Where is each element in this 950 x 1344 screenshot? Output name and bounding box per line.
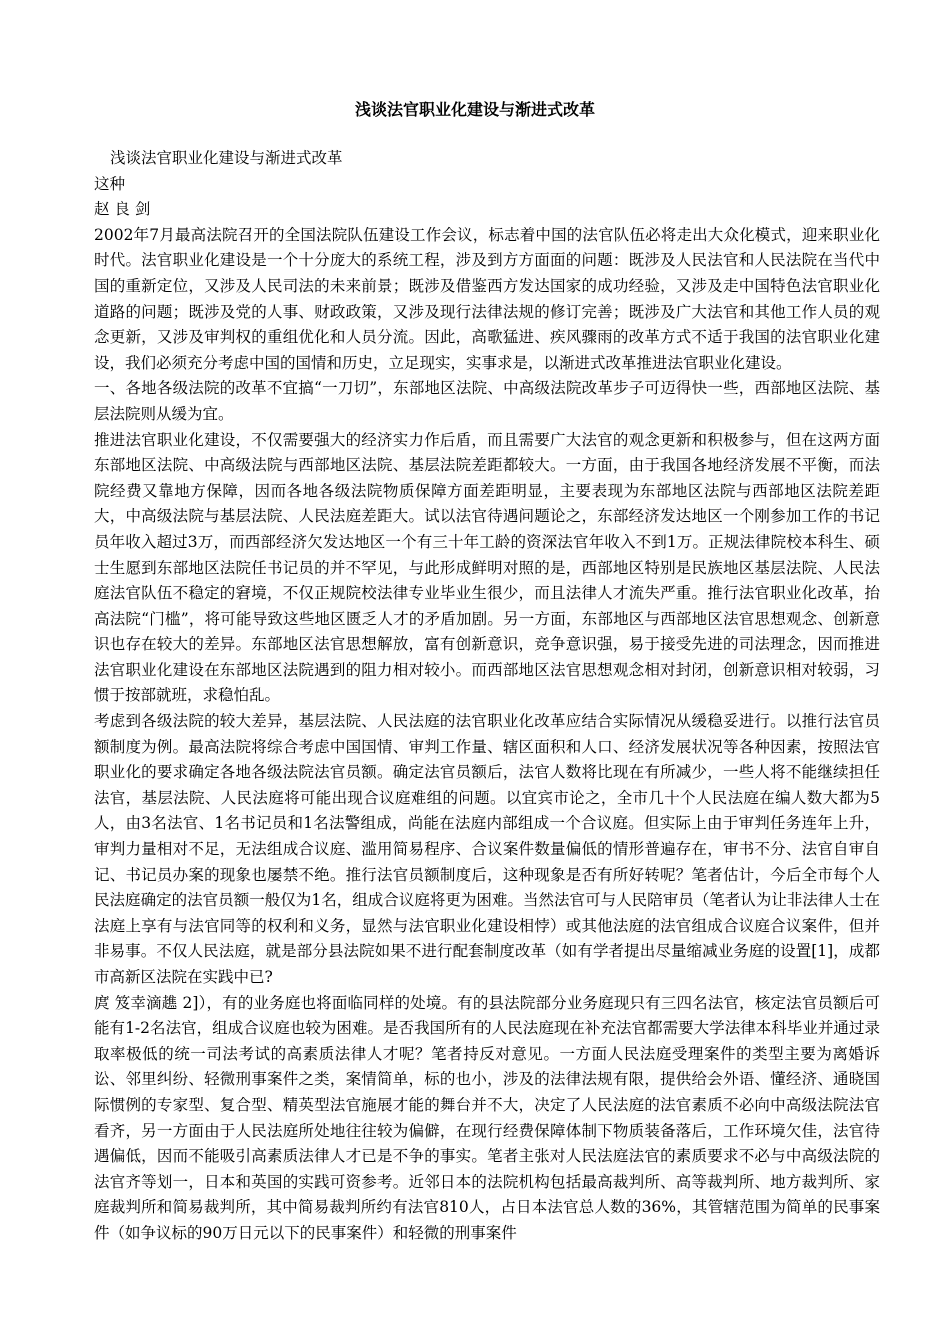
author-name: 赵 良 剑 <box>94 200 151 219</box>
paragraph-intro: 2002年7月最高法院召开的全国法院队伍建设工作会议，标志着中国的法官队伍必将走出大众化模式，迎来职业化时代。法官职业化建设是一个十分庞大的系统工程，涉及到方方面面的问题：既涉及人民法官和人民法院在当代中国的重新定位，又涉及人民司法的未来前景；既涉及借鉴西方发达国家的成功经验，又涉及走中国特色法官职业化道路的问题；既涉及党的人事、财政政策，又涉及现行法律法规的修订完善；既涉及广大法官和其他工作人员的观念更新，又涉及审判权的重组优化和人员分流。因此，高歌猛进、疾风骤雨的改革方式不适于我国的法官职业化建设，我们必须充分考虑中国的国情和历史，立足现实，实事求是，以渐进式改革推进法官职业化建设。 <box>94 225 880 372</box>
paragraph-people-courts: 庹 笈幸滴趭 2]），有的业务庭也将面临同样的处境。有的县法院部分业务庭现只有三四名法官，核定法官员额后可能有1-2名法官，组成合议庭也较为困难。是否我国所有的人民法庭现在补充法官都需要大学法律本科毕业并通过录取率极低的统一司法考试的高素质法律人才呢？笔者持反对意见。一方面人民法庭受理案件的类型主要为离婚诉讼、邻里纠纷、轻微刑事案件之类，案情简单，标的也小，涉及的法律法规有限，提供给会外语、懂经济、通晓国际惯例的专家型、复合型、精英型法官施展才能的舞台并不大，决定了人民法庭的法官素质不必向中高级法院法官看齐，另一方面由于人民法庭所处地往往较为偏僻，在现行经费保障体制下物质装备落后，工作环境欠佳，法官待遇偏低，因而不能吸引高素质法律人才已是不争的事实。笔者主张对人民法庭法官的素质要求不必与中高级法院的法官齐等划一，日本和英国的实践可资参考。近邻日本的法院机构包括最高裁判所、高等裁判所、地方裁判所、家庭裁判所和简易裁判所，其中简易裁判所约有法官810人，占日本法官总人数的36%，其管辖范围为简单的民事案件（如争议标的90万日元以下的民事案件）和轻微的刑事案件 <box>94 993 880 1242</box>
paragraph-stray-text: 这种 <box>94 174 126 193</box>
document-title: 浅谈法官职业化建设与渐进式改革 <box>354 100 595 119</box>
document-subtitle: 浅谈法官职业化建设与渐进式改革 <box>110 149 343 167</box>
paragraph-economic-gap: 推进法官职业化建设，不仅需要强大的经济实力作后盾，而且需要广大法官的观念更新和积极参与，但在这两方面东部地区法院、中高级法院与西部地区法院、基层法院差距都较大。一方面，由于我国各地经济发展不平衡，而法院经费又靠地方保障，因而各地各级法院物质保障方面差距明显，主要表现为东部地区法院与西部地区法院差距大，中高级法院与基层法院、人民法庭差距大。试以法官待遇问题论之，东部经济发达地区一个刚参加工作的书记员年收入超过3万，而西部经济欠发达地区一个有三十年工龄的资深法官年收入不到1万。正规法律院校本科生、硕士生愿到东部地区法院任书记员的并不罕见，与此形成鲜明对照的是，西部地区特别是民族地区基层法院、人民法庭法官队伍不稳定的窘境，不仅正规院校法律专业毕业生很少，而且法律人才流失严重。推行法官职业化改革，抬高法院“门槛”，将可能导致这些地区匮乏人才的矛盾加剧。另一方面，东部地区与西部地区法官思想观念、创新意识也存在较大的差异。东部地区法官思想解放，富有创新意识，竞争意识强，易于接受先进的司法理念，因而推进法官职业化建设在东部地区法院遇到的阻力相对较小。而西部地区法官思想观念相对封闭，创新意识相对较弱，习惯于按部就班，求稳怕乱。 <box>94 430 880 705</box>
paragraph-judge-quota: 考虑到各级法院的较大差异，基层法院、人民法庭的法官职业化改革应结合实际情况从缓稳妥进行。以推行法官员额制度为例。最高法院将综合考虑中国国情、审判工作量、辖区面积和人口、经济发展状况等各种因素，按照法官职业化的要求确定各地各级法院法官员额。确定法官员额后，法官人数将比现在有所减少，一些人将不能继续担任法官，基层法院、人民法庭将可能出现合议庭难组的问题。以宜宾市论之，全市几十个人民法庭在编人数大都为5人，由3名法官、1名书记员和1名法警组成，尚能在法庭内部组成一个合议庭。但实际上由于审判任务连年上升，审判力量相对不足，无法组成合议庭、滥用简易程序、合议案件数量偏低的情形普遍存在，审书不分、法官自审自记、书记员办案的现象也屡禁不绝。推行法官员额制度后，这种现象是否有所好转呢？笔者估计，今后全市每个人民法庭确定的法官员额一般仅为1名，组成合议庭将更为困难。当然法官可与人民陪审员（笔者认为让非法律人士在法庭上享有与法官同等的权利和义务，显然与法官职业化建设相悖）或其他法庭的法官组成合议庭合议案件，但并非易事。不仅人民法庭，就是部分县法院如果不进行配套制度改革（如有学者提出尽量缩减业务庭的设置[1]，成都市高新区法院在实践中已? <box>94 712 880 986</box>
section-heading-1: 一、各地各级法院的改革不宜搞“一刀切”，东部地区法院、中高级法院改革步子可迈得快一些，西部地区法院、基层法院则从缓为宜。 <box>94 379 880 423</box>
document-body <box>94 146 880 1247</box>
